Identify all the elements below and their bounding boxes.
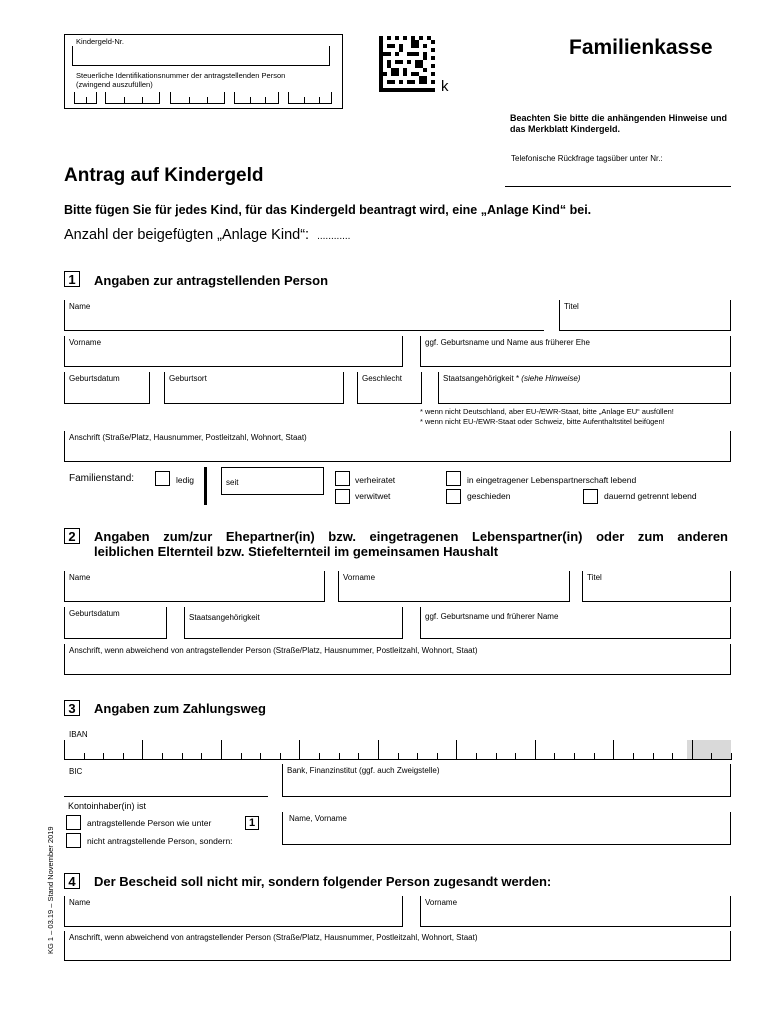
section-1-number: 1 <box>64 271 80 287</box>
iban-tick <box>280 753 281 760</box>
iban-tick <box>515 753 516 760</box>
iban-tick <box>653 753 654 760</box>
iban-tick <box>613 740 614 760</box>
geschieden-checkbox[interactable] <box>446 489 461 504</box>
kontoinhaber-andere-label: nicht antragstellende Person, sondern: <box>87 836 233 846</box>
iban-tick <box>221 740 222 760</box>
s2-name-field[interactable]: Name <box>64 571 325 602</box>
page-title: Antrag auf Kindergeld <box>64 165 264 186</box>
s2-geburtsdatum-field[interactable]: Geburtsdatum <box>64 607 167 639</box>
section-2-title-2: leiblichen Elternteil bzw. Stiefelternteil im gemeinsamen Haushalt <box>94 544 499 559</box>
iban-tick <box>398 753 399 760</box>
iban-field[interactable] <box>64 727 731 760</box>
hinweis-text: Beachten Sie bitte die anhängenden Hinweise und das Merkblatt Kindergeld. <box>510 113 727 134</box>
phone-field[interactable] <box>505 186 731 187</box>
steuer-id-group-3 <box>170 92 225 104</box>
anzahl-text: Anzahl der beigefügten „Anlage Kind“: <box>64 227 310 243</box>
iban-tick <box>417 753 418 760</box>
iban-tick <box>731 753 732 760</box>
siehe-hinweise-label: (siehe Hinweise) <box>521 374 581 383</box>
kontoinhaber-antragsteller-label: antragstellende Person wie unter <box>87 818 212 828</box>
verwitwet-checkbox[interactable] <box>335 489 350 504</box>
qr-suffix: k <box>441 78 449 95</box>
iban-tick <box>142 740 143 760</box>
s1-titel-field[interactable]: Titel <box>559 300 731 331</box>
iban-tick <box>496 753 497 760</box>
iban-tick <box>574 753 575 760</box>
staatsangehoerigkeit-label: Staatsangehörigkeit * <box>443 374 520 383</box>
section-2-title-1: Angaben zum/zur Ehepartner(in) bzw. eingetragenen Lebenspartner(in) oder zum anderen <box>94 529 728 544</box>
kontoinhaber-name-field[interactable]: Name, Vorname <box>282 812 731 845</box>
bic-label: BIC <box>69 767 83 776</box>
iban-label: IBAN <box>69 730 88 739</box>
section-2-number: 2 <box>64 528 80 544</box>
form-version-text: KG 1 – 03.19 – Stand November 2019 <box>46 826 55 954</box>
iban-tick <box>633 753 634 760</box>
s4-vorname-field[interactable]: Vorname <box>420 896 731 927</box>
iban-tick <box>123 753 124 760</box>
lebenspartnerschaft-label: in eingetragener Lebenspartnerschaft lebend <box>467 475 637 485</box>
kontoinhaber-antragsteller-checkbox[interactable] <box>66 815 81 830</box>
iban-tick <box>692 740 693 760</box>
lebenspartnerschaft-checkbox[interactable] <box>446 471 461 486</box>
iban-tick <box>594 753 595 760</box>
ledig-label: ledig <box>176 475 194 485</box>
iban-tick <box>201 753 202 760</box>
iban-tick <box>437 753 438 760</box>
bank-field[interactable]: Bank, Finanzinstitut (ggf. auch Zweigstelle) <box>282 764 731 797</box>
familienstand-label: Familienstand: <box>69 473 135 484</box>
steuer-id-label-2: (zwingend auszufüllen) <box>76 80 153 89</box>
getrennt-checkbox[interactable] <box>583 489 598 504</box>
section-1-ref: 1 <box>245 816 259 830</box>
rueckfrage-label: Telefonische Rückfrage tagsüber unter Nr.: <box>511 154 663 163</box>
s1-geschlecht-field[interactable]: Geschlecht <box>357 372 422 404</box>
ledig-checkbox[interactable] <box>155 471 170 486</box>
geschieden-label: geschieden <box>467 491 511 501</box>
s2-staatsangehoerigkeit-field[interactable]: Staatsangehörigkeit <box>184 607 403 639</box>
iban-tick <box>319 753 320 760</box>
steuer-id-group-4 <box>234 92 279 104</box>
s4-anschrift-field[interactable]: Anschrift, wenn abweichend von antragstellender Person (Straße/Platz, Hausnummer, Postleitzahl, Wohnort, Staat) <box>64 931 731 961</box>
kontoinhaber-label: Kontoinhaber(in) ist <box>68 801 147 811</box>
verheiratet-label: verheiratet <box>355 475 396 485</box>
section-4-title: Der Bescheid soll nicht mir, sondern folgender Person zugesandt werden: <box>94 874 552 889</box>
seit-label: seit <box>226 478 239 487</box>
iban-tick <box>260 753 261 760</box>
seit-field[interactable] <box>221 467 324 495</box>
iban-tick <box>711 753 712 760</box>
iban-tick <box>378 740 379 760</box>
s1-geburtsort-field[interactable]: Geburtsort <box>164 372 344 404</box>
iban-tick <box>162 753 163 760</box>
steuer-id-label: Steuerliche Identifikationsnummer der antragstellenden Person <box>76 71 286 80</box>
s1-staatsangehoerigkeit-field[interactable] <box>438 372 731 404</box>
footnote-2: * wenn nicht EU-/EWR-Staat oder Schweiz, bitte Aufenthaltstitel beifügen! <box>420 417 665 426</box>
steuer-id-field[interactable] <box>74 92 332 106</box>
iban-tick <box>339 753 340 760</box>
section-3-title: Angaben zum Zahlungsweg <box>94 701 266 716</box>
iban-tick <box>241 753 242 760</box>
getrennt-label: dauernd getrennt lebend <box>604 491 697 501</box>
datamatrix-code <box>378 36 436 92</box>
s4-name-field[interactable]: Name <box>64 896 403 927</box>
s2-geburtsname-field[interactable]: ggf. Geburtsname und früherer Name <box>420 607 731 639</box>
anzahl-label <box>64 227 350 243</box>
section-4-number: 4 <box>64 873 80 889</box>
anzahl-dots[interactable]: ............ <box>317 231 351 242</box>
steuer-id-group-2 <box>105 92 160 104</box>
s1-vorname-field[interactable]: Vorname <box>64 336 403 367</box>
s1-name-field[interactable]: Name <box>64 300 544 331</box>
agency-title: Familienkasse <box>569 36 713 59</box>
s1-geburtsdatum-field[interactable]: Geburtsdatum <box>64 372 150 404</box>
intro-text: Bitte fügen Sie für jedes Kind, für das Kindergeld beantragt wird, eine „Anlage Kind“ bei. <box>64 203 592 217</box>
section-3-number: 3 <box>64 700 80 716</box>
s1-geburtsname-field[interactable]: ggf. Geburtsname und Name aus früherer Ehe <box>420 336 731 367</box>
iban-gray-cell <box>687 740 731 760</box>
iban-tick <box>672 753 673 760</box>
s2-titel-field[interactable]: Titel <box>582 571 731 602</box>
steuer-id-group-5 <box>288 92 332 104</box>
iban-tick <box>182 753 183 760</box>
iban-tick <box>64 740 65 760</box>
iban-tick <box>476 753 477 760</box>
iban-tick <box>84 753 85 760</box>
s2-anschrift-field[interactable]: Anschrift, wenn abweichend von antragstellender Person (Straße/Platz, Hausnummer, Postleitzahl, Wohnort, Staat) <box>64 644 731 675</box>
steuer-id-group-1 <box>74 92 97 104</box>
section-1-title: Angaben zur antragstellenden Person <box>94 273 329 288</box>
iban-tick <box>554 753 555 760</box>
familienstand-divider <box>204 467 207 505</box>
footnote-1: * wenn nicht Deutschland, aber EU-/EWR-Staat, bitte „Anlage EU“ ausfüllen! <box>420 407 674 416</box>
kontoinhaber-andere-checkbox[interactable] <box>66 833 81 848</box>
verwitwet-label: verwitwet <box>355 491 391 501</box>
form-version-note <box>46 794 55 954</box>
iban-tick <box>299 740 300 760</box>
verheiratet-checkbox[interactable] <box>335 471 350 486</box>
kindergeld-nr-field[interactable] <box>72 46 330 66</box>
s2-vorname-field[interactable]: Vorname <box>338 571 570 602</box>
iban-tick <box>456 740 457 760</box>
bic-field[interactable] <box>64 764 268 797</box>
iban-tick <box>103 753 104 760</box>
iban-tick <box>358 753 359 760</box>
s1-anschrift-field[interactable]: Anschrift (Straße/Platz, Hausnummer, Postleitzahl, Wohnort, Staat) <box>64 431 731 462</box>
iban-tick <box>535 740 536 760</box>
kindergeld-nr-label: Kindergeld-Nr. <box>76 37 124 46</box>
